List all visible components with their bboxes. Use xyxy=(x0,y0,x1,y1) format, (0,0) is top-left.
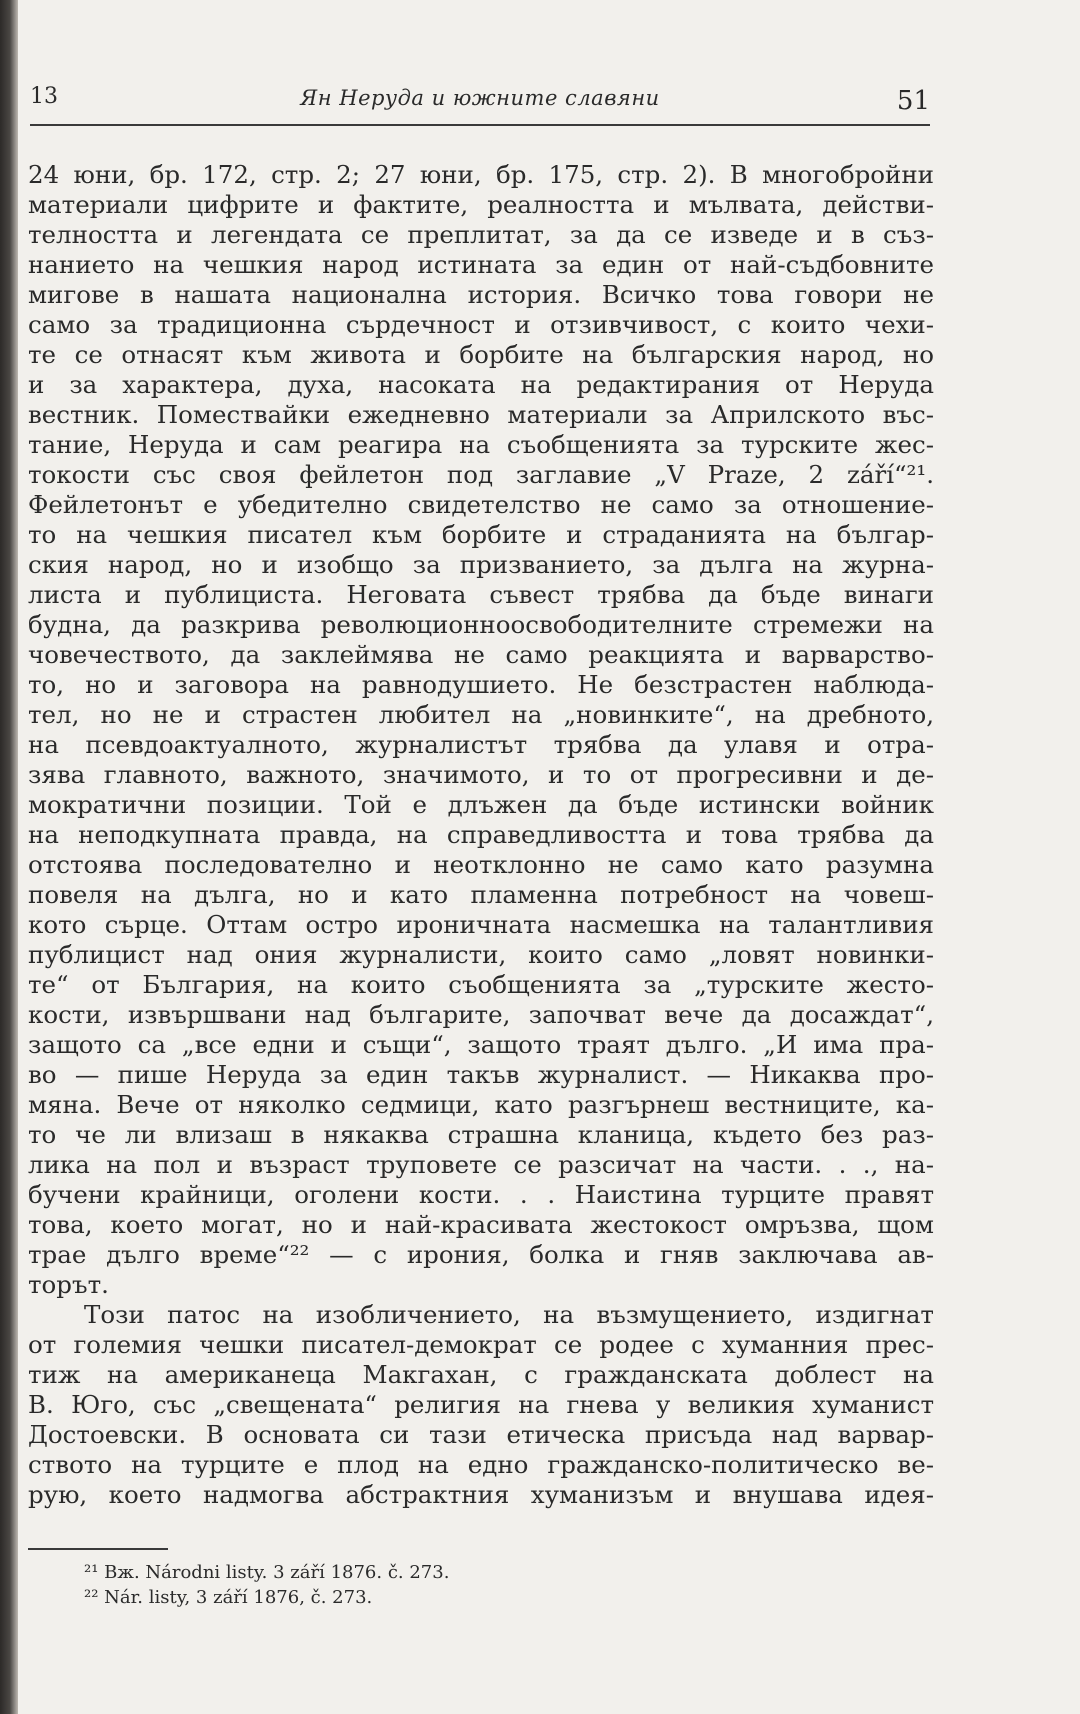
book-binding-edge xyxy=(0,0,18,1714)
text-line: на неподкупната правда, на справедливостта и това трябва да xyxy=(28,820,934,849)
text-line: защото са „все едни и същи“, защото траят дълго. „И има пра- xyxy=(28,1030,934,1059)
text-line: во — пише Неруда за един такъв журналист. — Никаква про- xyxy=(28,1060,934,1089)
footnotes xyxy=(84,1560,449,1610)
text-line: В. Юго, със „свещената“ религия на гнева у великия хуманист xyxy=(28,1390,934,1419)
text-line: кости, извършвани над българите, започват вече да досаждат“, xyxy=(28,1000,934,1029)
text-line: мяна. Вече от няколко седмици, като разгърнеш вестниците, ка- xyxy=(28,1090,934,1119)
paragraph-first-line: Този патос на изобличението, на възмущението, издигнат xyxy=(84,1300,934,1329)
text-line: мигове в нашата национална история. Всичко това говори не xyxy=(28,280,934,309)
text-line: от големия чешки писател-демократ се родее с хуманния прес- xyxy=(28,1330,934,1359)
text-line: тиж на американеца Макгахан, с гражданската доблест на xyxy=(28,1360,934,1389)
text-line: трае дълго време“²² — с ирония, болка и гняв заключава ав- xyxy=(28,1240,934,1269)
body-text xyxy=(28,160,934,1510)
text-line: на псевдоактуалното, журналистът трябва да улавя и отра- xyxy=(28,730,934,759)
text-line: тание, Неруда и сам реагира на съобщенията за турските жес- xyxy=(28,430,934,459)
text-line: листа и публициста. Неговата съвест трябва да бъде винаги xyxy=(28,580,934,609)
text-line: отстоява последователно и неотклонно не само като разумна xyxy=(28,850,934,879)
text-line: вестник. Помествайки ежедневно материали за Априлското въс- xyxy=(28,400,934,429)
text-line: кото сърце. Оттам остро ироничната насмешка на талантливия xyxy=(28,910,934,939)
footnote-22: ²² Nár. listy, 3 září 1876, č. 273. xyxy=(84,1587,373,1608)
running-header xyxy=(30,80,930,126)
text-line: материали цифрите и фактите, реалността и мълвата, действи- xyxy=(28,190,934,219)
text-line: ството на турците е плод на едно гражданско-политическо ве- xyxy=(28,1450,934,1479)
text-line: човечеството, да заклеймява не само реакцията и варварство- xyxy=(28,640,934,669)
text-line: Достоевски. В основата си тази етическа присъда над варвар- xyxy=(28,1420,934,1449)
text-line: то на чешкия писател към борбите и страданията на българ- xyxy=(28,520,934,549)
text-line: будна, да разкрива революционноосвободителните стремежи на xyxy=(28,610,934,639)
paragraph-end-line: торът. xyxy=(28,1270,109,1299)
text-line: то че ли влизаш в някаква страшна кланица, където без раз- xyxy=(28,1120,934,1149)
text-line: 24 юни, бр. 172, стр. 2; 27 юни, бр. 175, стр. 2). В многобройни xyxy=(28,160,934,189)
header-left-number: 13 xyxy=(30,84,58,109)
text-line: нанието на чешкия народ истината за един от най-съдбовните xyxy=(28,250,934,279)
text-line: това, което могат, но и най-красивата жестокост омръзва, щом xyxy=(28,1210,934,1239)
text-line: ския народ, но и изобщо за призванието, за дълга на журна- xyxy=(28,550,934,579)
text-line: повеля на дълга, но и като пламенна потребност на човеш- xyxy=(28,880,934,909)
text-line: рую, което надмогва абстрактния хуманизъм и внушава идея- xyxy=(28,1480,934,1509)
text-line: тел, но не и страстен любител на „новинките“, на дребното, xyxy=(28,700,934,729)
text-line: бучени крайници, оголени кости. . . Наистина турците правят xyxy=(28,1180,934,1209)
text-line: то, но и заговора на равнодушието. Не безстрастен наблюда- xyxy=(28,670,934,699)
running-title: Ян Неруда и южните славяни xyxy=(300,86,660,110)
footnote-21: ²¹ Вж. Národni listy. 3 září 1876. č. 273. xyxy=(84,1562,450,1583)
text-line: Фейлетонът е убедително свидетелство не само за отношение- xyxy=(28,490,934,519)
text-line: зява главното, важното, значимото, и то от прогресивни и де- xyxy=(28,760,934,789)
text-line: публицист над ония журналисти, които само „ловят новинки- xyxy=(28,940,934,969)
text-line: телността и легендата се преплитат, за да се изведе и в съз- xyxy=(28,220,934,249)
text-line: само за традиционна сърдечност и отзивчивост, с които чехи- xyxy=(28,310,934,339)
text-line: те се отнасят към живота и борбите на българския народ, но xyxy=(28,340,934,369)
text-line: и за характера, духа, насоката на редактирания от Неруда xyxy=(28,370,934,399)
footnote-separator xyxy=(28,1548,168,1550)
page-number: 51 xyxy=(896,86,930,116)
text-line: лика на пол и възраст труповете се разсичат на части. . ., на- xyxy=(28,1150,934,1179)
text-line: те“ от България, на които съобщенията за „турските жесто- xyxy=(28,970,934,999)
text-line: токости със своя фейлетон под заглавие „V Praze, 2 září“²¹. xyxy=(28,460,934,489)
text-line: мократични позиции. Той е длъжен да бъде истински войник xyxy=(28,790,934,819)
